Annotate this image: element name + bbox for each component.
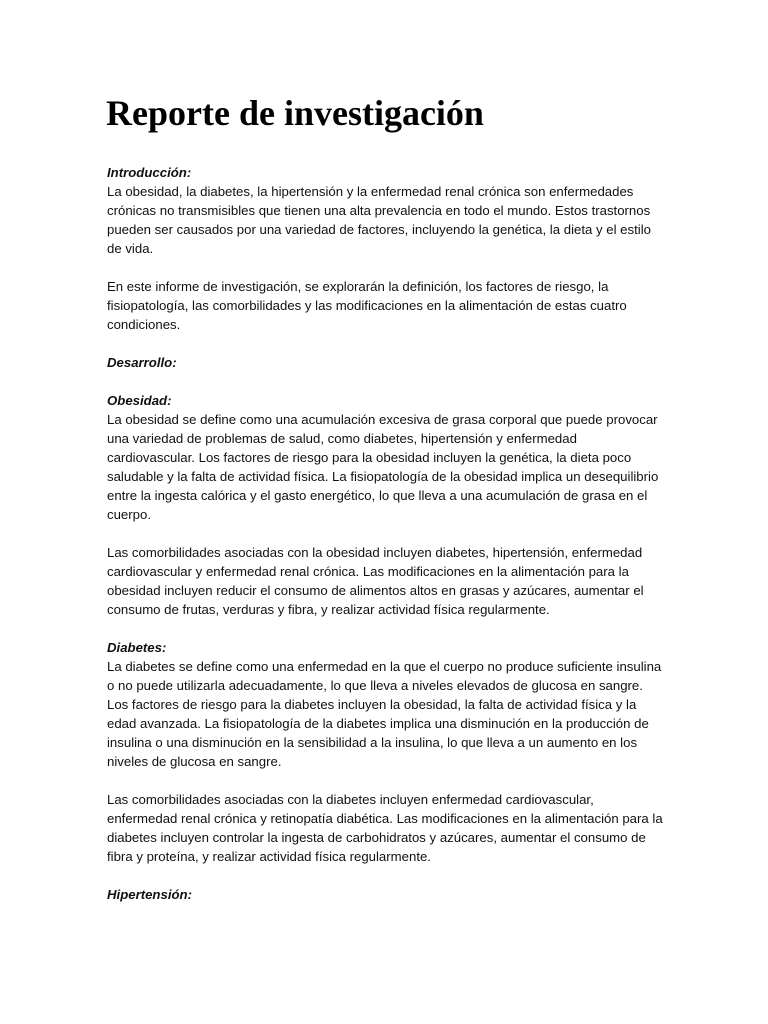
paragraph-spacer xyxy=(107,258,667,277)
diabetes-paragraph-2: Las comorbilidades asociadas con la diabetes incluyen enfermedad cardiovascular, enfermedad renal crónica y retinopatía diabética. Las modificaciones en la alimentación para la diabetes incluyen controlar la ingesta de carbohidratos y azúcares, aumentar el consumo de fibra y proteína, y realizar actividad física regularmente. xyxy=(107,792,663,864)
paragraph-spacer xyxy=(107,866,667,885)
paragraph-spacer xyxy=(107,334,667,353)
diabetes-paragraph-1: La diabetes se define como una enfermedad en la que el cuerpo no produce suficiente insulina o no puede utilizarla adecuadamente, lo que lleva a niveles elevados de glucosa en sangre. Los factores de riesgo para la diabetes incluyen la obesidad, la falta de actividad física y la edad avanzada. La fisiopatología de la diabetes implica una disminución en la producción de insulina o una disminución en la sensibilidad a la insulina, lo que lleva a un aumento en los niveles de glucosa en sangre. xyxy=(107,659,662,769)
section-heading-introduccion: Introducción: xyxy=(107,165,192,180)
section-heading-obesidad: Obesidad: xyxy=(107,393,172,408)
paragraph-spacer xyxy=(107,372,667,391)
introduccion-paragraph-2: En este informe de investigación, se explorarán la definición, los factores de riesgo, la fisiopatología, las comorbilidades y las modificaciones en la alimentación de estas cuatro condiciones. xyxy=(107,279,627,332)
obesidad-paragraph-1: La obesidad se define como una acumulación excesiva de grasa corporal que puede provocar una variedad de problemas de salud, como diabetes, hipertensión y enfermedad cardiovascular. Los factores de riesgo para la obesidad incluyen la genética, la dieta poco saludable y la falta de actividad física. La fisiopatología de la obesidad implica un desequilibrio entre la ingesta calórica y el gasto energético, lo que lleva a una acumulación de grasa en el cuerpo. xyxy=(107,412,659,522)
paragraph-spacer xyxy=(107,524,667,543)
obesidad-paragraph-2: Las comorbilidades asociadas con la obesidad incluyen diabetes, hipertensión, enfermedad cardiovascular y enfermedad renal crónica. Las modificaciones en la alimentación para la obesidad incluyen reducir el consumo de alimentos altos en grasas y azúcares, aumentar el consumo de frutas, verduras y fibra, y realizar actividad física regularmente. xyxy=(107,545,644,617)
document-body xyxy=(107,163,667,904)
section-heading-diabetes: Diabetes: xyxy=(107,640,167,655)
section-heading-desarrollo: Desarrollo: xyxy=(107,355,177,370)
paragraph-spacer xyxy=(107,771,667,790)
document-title: Reporte de investigación xyxy=(106,93,484,133)
section-heading-hipertension: Hipertensión: xyxy=(107,887,192,902)
introduccion-paragraph-1: La obesidad, la diabetes, la hipertensión y la enfermedad renal crónica son enfermedades crónicas no transmisibles que tienen una alta prevalencia en todo el mundo. Estos trastornos pueden ser causados por una variedad de factores, incluyendo la genética, la dieta y el estilo de vida. xyxy=(107,184,651,256)
paragraph-spacer xyxy=(107,619,667,638)
